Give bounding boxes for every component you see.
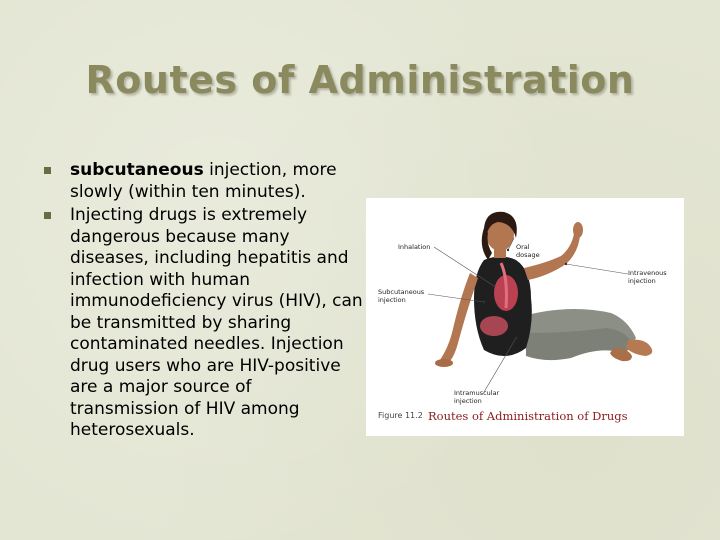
label-intravenous: Intravenous injection xyxy=(628,269,667,285)
figure-caption-title: Routes of Administration of Drugs xyxy=(428,409,628,423)
bullet-text: Injecting drugs is extremely dangerous because many diseases, including hepatitis and infection with human immunodeficiency virus (HIV), can be transmitted by sharing contaminated needles. Injection drug users who are HIV-positive are a major source of transmission of HIV among heterosexuals. xyxy=(70,205,363,440)
bullet-item xyxy=(44,160,364,203)
slide-title: Routes of Administration xyxy=(85,58,635,102)
routes-figure xyxy=(366,198,684,436)
label-intramuscular: Intramuscular injection xyxy=(454,389,500,405)
square-bullet-icon xyxy=(44,167,51,174)
bullet-text: injection, more slowly (within ten minutes). xyxy=(70,160,337,202)
square-bullet-icon xyxy=(44,212,51,219)
seated-woman-illustration xyxy=(366,198,684,436)
bullet-bold-term: subcutaneous xyxy=(70,160,204,180)
label-oral-dosage: Oral dosage xyxy=(516,243,540,259)
figure-number: Figure 11.2 xyxy=(378,411,423,420)
bullet-item xyxy=(44,205,364,442)
label-inhalation: Inhalation xyxy=(398,243,431,251)
label-subcutaneous: Subcutaneous injection xyxy=(378,288,425,304)
bullet-list xyxy=(44,160,364,444)
